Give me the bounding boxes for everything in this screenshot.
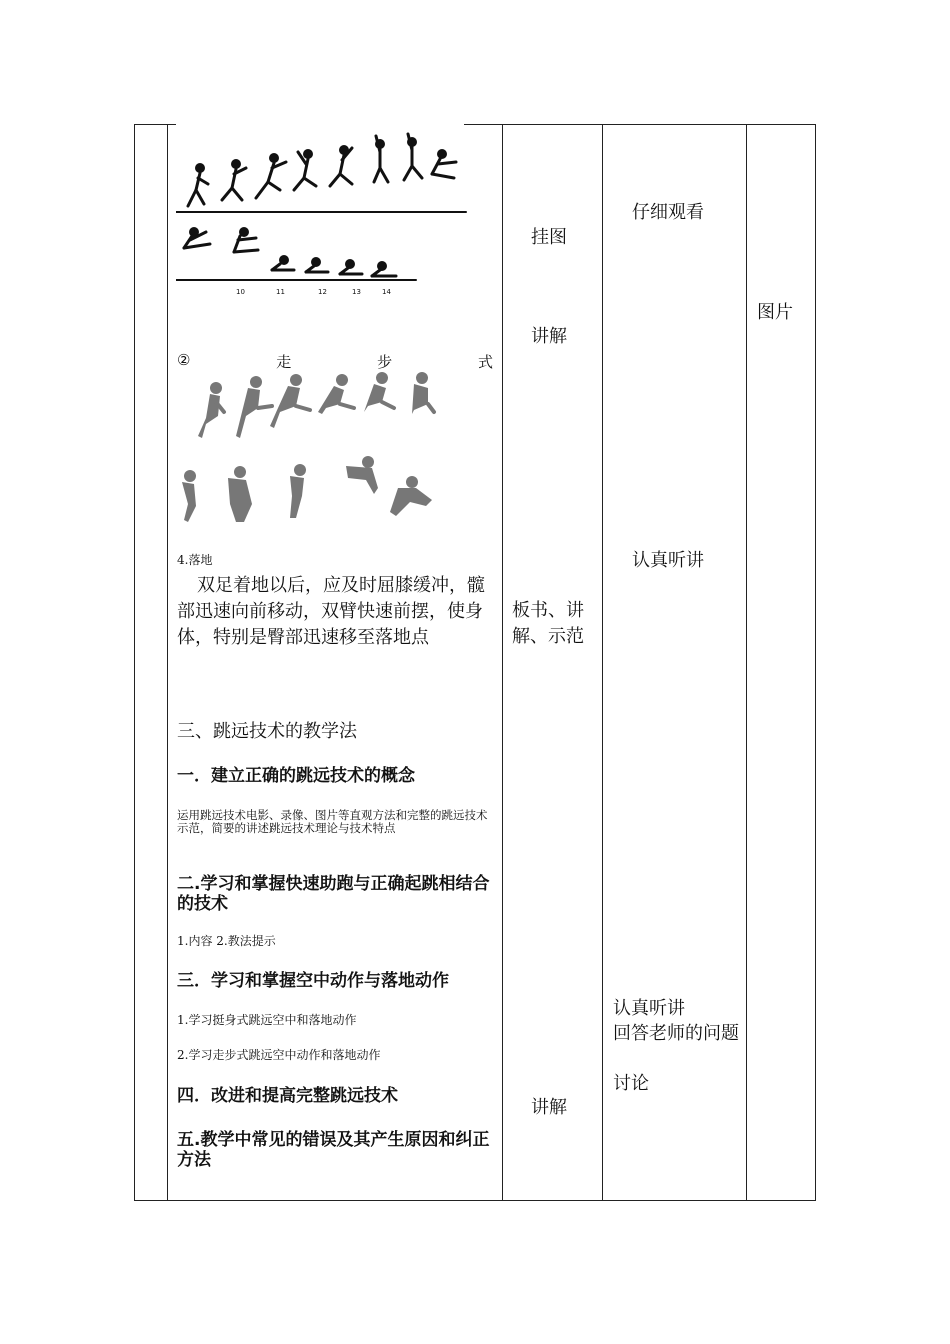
method-explain: 讲解 — [531, 326, 567, 347]
table-border-col3 — [602, 124, 603, 1201]
long-jump-sequence-figure — [176, 128, 468, 296]
jumper-silhouette — [272, 255, 294, 270]
landing-heading: 4.落地 — [177, 553, 213, 567]
walk-style-char: 走 — [276, 353, 292, 371]
method-board: 板书、讲解、示范 — [512, 600, 584, 647]
jumper-silhouette — [234, 227, 258, 252]
jumper-silhouette — [364, 372, 394, 412]
table-border-bottom — [134, 1200, 816, 1201]
item-3-title: 三．学习和掌握空中动作与落地动作 — [177, 971, 449, 991]
student-discuss: 讨论 — [613, 1073, 649, 1094]
jumper-silhouette — [412, 372, 434, 414]
table-border-col2 — [502, 124, 503, 1201]
item-2-detail: 1.内容 2.教法提示 — [177, 934, 276, 948]
walk-style-figure — [176, 372, 442, 532]
item-3-detail-2: 2.学习走步式跳远空中动作和落地动作 — [177, 1048, 381, 1062]
figure-tick-label: 13 — [352, 288, 361, 296]
jumper-silhouette — [318, 374, 354, 414]
jumper-silhouette — [236, 376, 272, 438]
item-1-detail: 运用跳远技术电影、录像、图片等直观方法和完整的跳远技术示范，简要的讲述跳远技术理论与技术特点 — [177, 808, 488, 835]
jumper-silhouette — [294, 149, 316, 190]
jumper-silhouette — [390, 476, 432, 516]
jumper-silhouette — [346, 456, 378, 494]
table-border-left — [134, 124, 135, 1201]
figure-tick-label: 14 — [382, 288, 391, 296]
jumper-silhouette — [290, 464, 306, 518]
method-wall-chart: 挂图 — [531, 227, 567, 248]
jumper-silhouette — [228, 466, 252, 522]
section-title: 三、跳远技术的教学法 — [177, 721, 357, 742]
figure-tick-label: 12 — [318, 288, 327, 296]
walk-style-caption — [177, 351, 493, 372]
jumper-silhouette — [306, 257, 328, 272]
jumper-silhouette — [256, 153, 286, 198]
walk-style-char: 步 — [377, 353, 393, 371]
jumper-silhouette — [188, 163, 208, 206]
item-2-title: 二.学习和掌握快速助跑与正确起跳相结合的技术 — [177, 874, 490, 914]
jumper-silhouette — [222, 159, 246, 200]
item-3-detail-1: 1.学习挺身式跳远空中和落地动作 — [177, 1013, 357, 1027]
jumper-silhouette — [404, 134, 422, 180]
jumper-silhouette — [372, 261, 396, 276]
jumper-silhouette — [340, 259, 362, 274]
jumper-silhouette — [432, 149, 456, 178]
item-5-title: 五.教学中常见的错误及其产生原因和纠正方法 — [177, 1130, 490, 1170]
jumper-silhouette — [374, 136, 388, 182]
jumper-silhouette — [270, 374, 310, 428]
student-listen: 认真听讲 — [632, 550, 704, 571]
jumper-silhouette — [182, 470, 196, 522]
student-answer: 回答老师的问题 — [613, 1023, 739, 1044]
landing-text: 双足着地以后，应及时屈膝缓冲，髋部迅速向前移动，双臂快速前摆，使身体，特别是臀部迅速移至落地点 — [177, 575, 485, 648]
table-border-col1 — [167, 124, 168, 1201]
student-watch: 仔细观看 — [632, 202, 704, 223]
student-listen-2: 认真听讲 — [613, 998, 685, 1019]
walk-style-marker: ② — [177, 351, 191, 369]
table-border-col4 — [746, 124, 747, 1201]
figure-tick-label: 10 — [236, 288, 245, 296]
jumper-silhouette — [198, 382, 224, 438]
item-1-title: 一．建立正确的跳远技术的概念 — [177, 766, 415, 786]
jumper-silhouette — [184, 227, 210, 248]
item-4-title: 四．改进和提高完整跳远技术 — [177, 1086, 398, 1106]
jumper-silhouette — [330, 145, 352, 186]
table-border-right — [815, 124, 816, 1201]
method-explain-2: 讲解 — [531, 1097, 567, 1118]
resource-pictures: 图片 — [757, 302, 793, 323]
figure-tick-label: 11 — [276, 288, 285, 296]
walk-style-char: 式 — [477, 353, 493, 371]
